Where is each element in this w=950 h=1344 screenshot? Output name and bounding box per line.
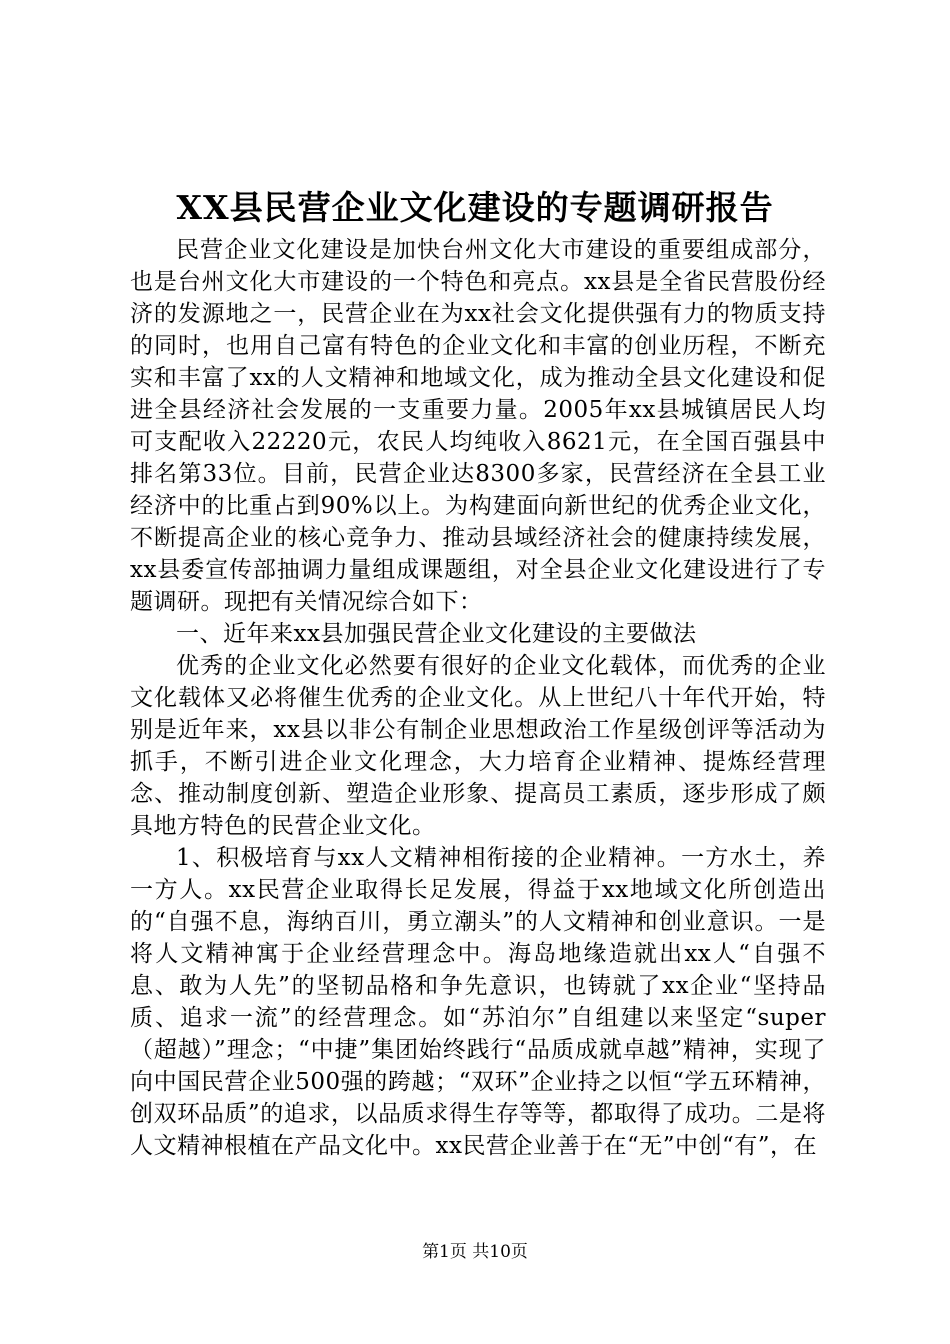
page-footer: 第1页 共10页	[422, 1242, 528, 1262]
subsection-paragraph: 1、积极培育与xx人文精神相衔接的企业精神。一方水土，养一方人。xx民营企业取得长足发展，得益于xx地域文化所创造出的“自强不息，海纳百川，勇立潮头”的人文精神和创业意识。一是将人文精神寓于企业经营理念中。海岛地缘造就出xx人“自强不息、敢为人先”的坚韧品格和争先意识，也铸就了xx企业“坚持品质、追求一流”的经营理念。如“苏泊尔”自组建以来坚定“super（超越）”理念；“中捷”集团始终践行“品质成就卓越”精神，实现了向中国民营企业500强的跨越；“双环”企业持之以恒“学五环精神，创双环品质”的追求，以品质求得生存等等，都取得了成功。二是将人文精神根植在产品文化中。xx民营企业善于在“无”中创“有”，在	[130, 845, 826, 1159]
document-title: XX县民营企业文化建设的专题调研报告	[176, 188, 774, 227]
document-body	[130, 234, 826, 1162]
section-heading: 一、近年来xx县加强民营企业文化建设的主要做法	[176, 621, 697, 647]
section-paragraph: 优秀的企业文化必然要有很好的企业文化载体，而优秀的企业文化载体又必将催生优秀的企业文化。从上世纪八十年代开始，特别是近年来，xx县以非公有制企业思想政治工作星级创评等活动为抓手，不断引进企业文化理念，大力培育企业精神、提炼经营理念、推动制度创新、塑造企业形象、提高员工素质，逐步形成了颇具地方特色的民营企业文化。	[130, 653, 826, 839]
intro-paragraph: 民营企业文化建设是加快台州文化大市建设的重要组成部分，也是台州文化大市建设的一个特色和亮点。xx县是全省民营股份经济的发源地之一，民营企业在为xx社会文化提供强有力的物质支持的同时，也用自己富有特色的企业文化和丰富的创业历程，不断充实和丰富了xx的人文精神和地域文化，成为推动全县文化建设和促进全县经济社会发展的一支重要力量。2005年xx县城镇居民人均可支配收入22220元，农民人均纯收入8621元，在全国百强县中排名第33位。目前，民营企业达8300多家，民营经济在全县工业经济中的比重占到90%以上。为构建面向新世纪的优秀企业文化，不断提高企业的核心竞争力、推动县域经济社会的健康持续发展，xx县委宣传部抽调力量组成课题组，对全县企业文化建设进行了专题调研。现把有关情况综合如下：	[130, 237, 826, 615]
